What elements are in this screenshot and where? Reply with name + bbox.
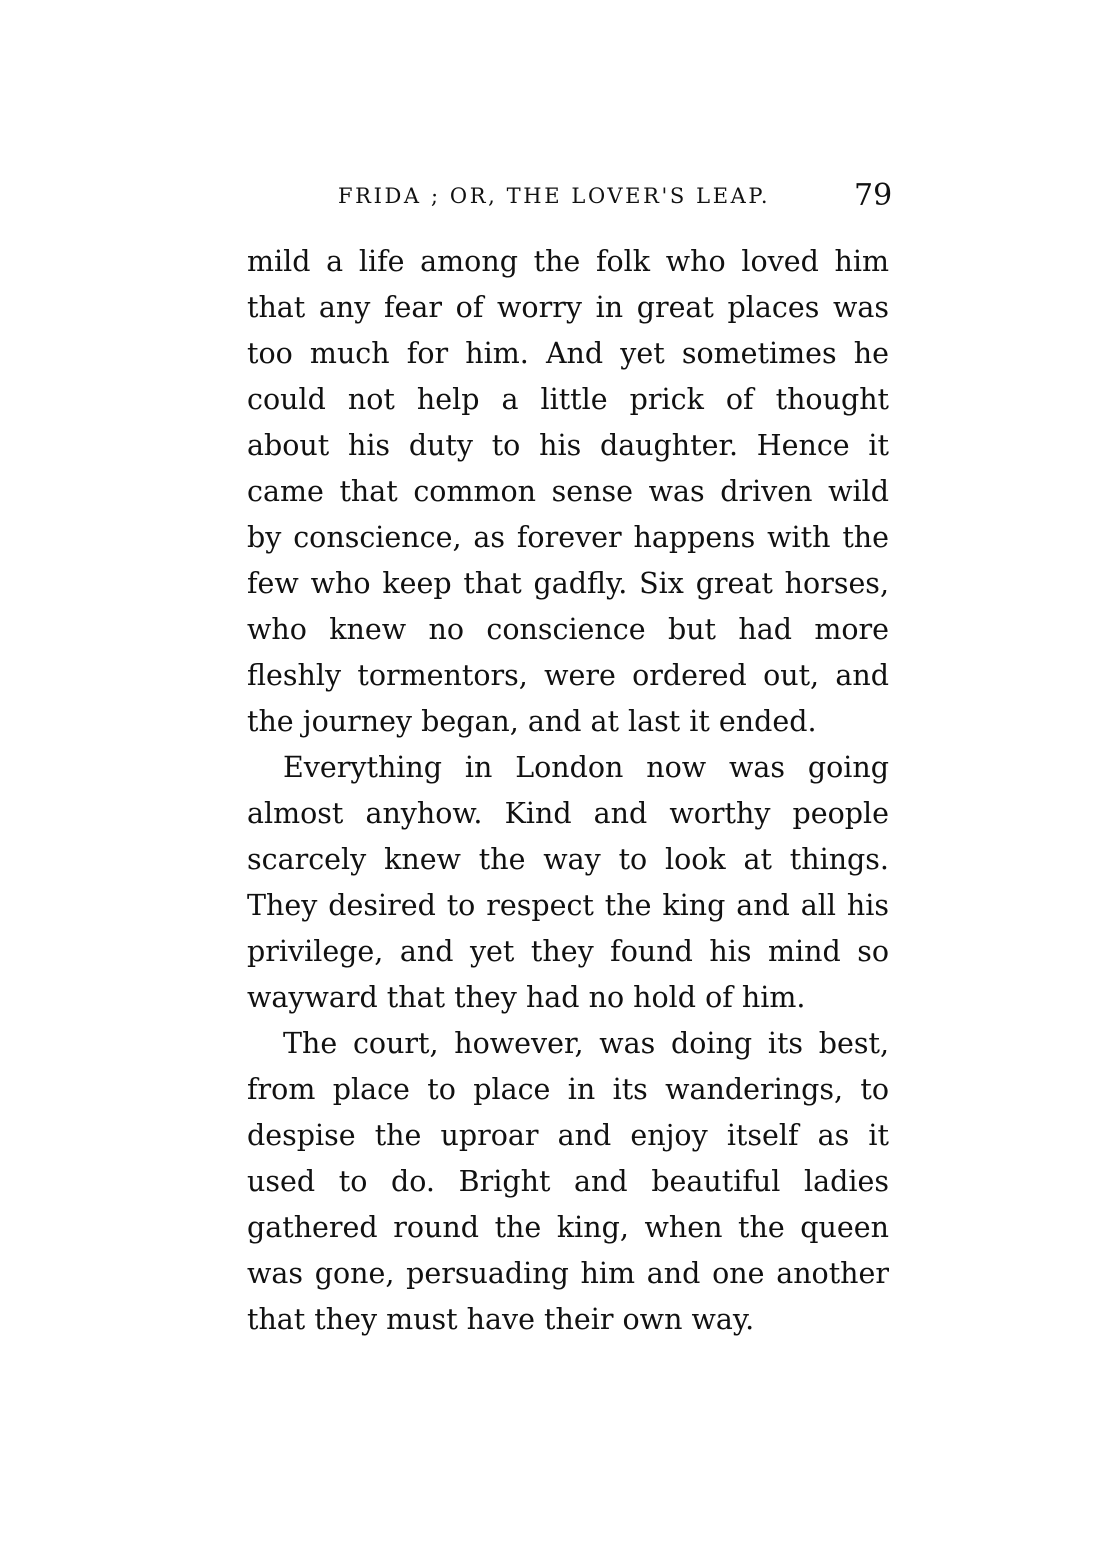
running-head xyxy=(338,178,898,218)
text-line: could not help a little prick of thought xyxy=(247,383,889,416)
text-line: gathered round the king, when the queen xyxy=(247,1211,889,1244)
text-line: who knew no conscience but had more xyxy=(247,613,889,646)
text-line: used to do. Bright and beautiful ladies xyxy=(247,1165,889,1198)
text-line: that they must have their own way. xyxy=(247,1303,755,1336)
text-line: wayward that they had no hold of him. xyxy=(247,981,806,1014)
text-line: about his duty to his daughter. Hence it xyxy=(247,429,889,462)
text-line: The court, however, was doing its best, xyxy=(283,1027,889,1060)
text-line: fleshly tormentors, were ordered out, and xyxy=(247,659,889,692)
body-text xyxy=(247,239,889,1343)
text-line: mild a life among the folk who loved him xyxy=(247,245,889,278)
text-line: despise the uproar and enjoy itself as it xyxy=(247,1119,889,1152)
text-line: that any fear of worry in great places was xyxy=(247,291,889,324)
text-line: from place to place in its wanderings, to xyxy=(247,1073,889,1106)
text-line: the journey began, and at last it ended. xyxy=(247,705,817,738)
text-line: was gone, persuading him and one another xyxy=(247,1257,889,1290)
text-line: privilege, and yet they found his mind so xyxy=(247,935,889,968)
page-number: 79 xyxy=(854,178,893,213)
text-line: by conscience, as forever happens with the xyxy=(247,521,889,554)
text-line: Everything in London now was going xyxy=(283,751,889,784)
paragraph-3 xyxy=(247,1021,889,1343)
paragraph-1 xyxy=(247,239,889,745)
text-line: almost anyhow. Kind and worthy people xyxy=(247,797,889,830)
text-line: They desired to respect the king and all his xyxy=(247,889,889,922)
paragraph-2 xyxy=(247,745,889,1021)
text-line: too much for him. And yet sometimes he xyxy=(247,337,889,370)
text-line: few who keep that gadfly. Six great horses, xyxy=(247,567,889,600)
text-line: came that common sense was driven wild xyxy=(247,475,889,508)
running-title: FRIDA ; OR, THE LOVER'S LEAP. xyxy=(338,184,771,208)
text-line: scarcely knew the way to look at things. xyxy=(247,843,889,876)
